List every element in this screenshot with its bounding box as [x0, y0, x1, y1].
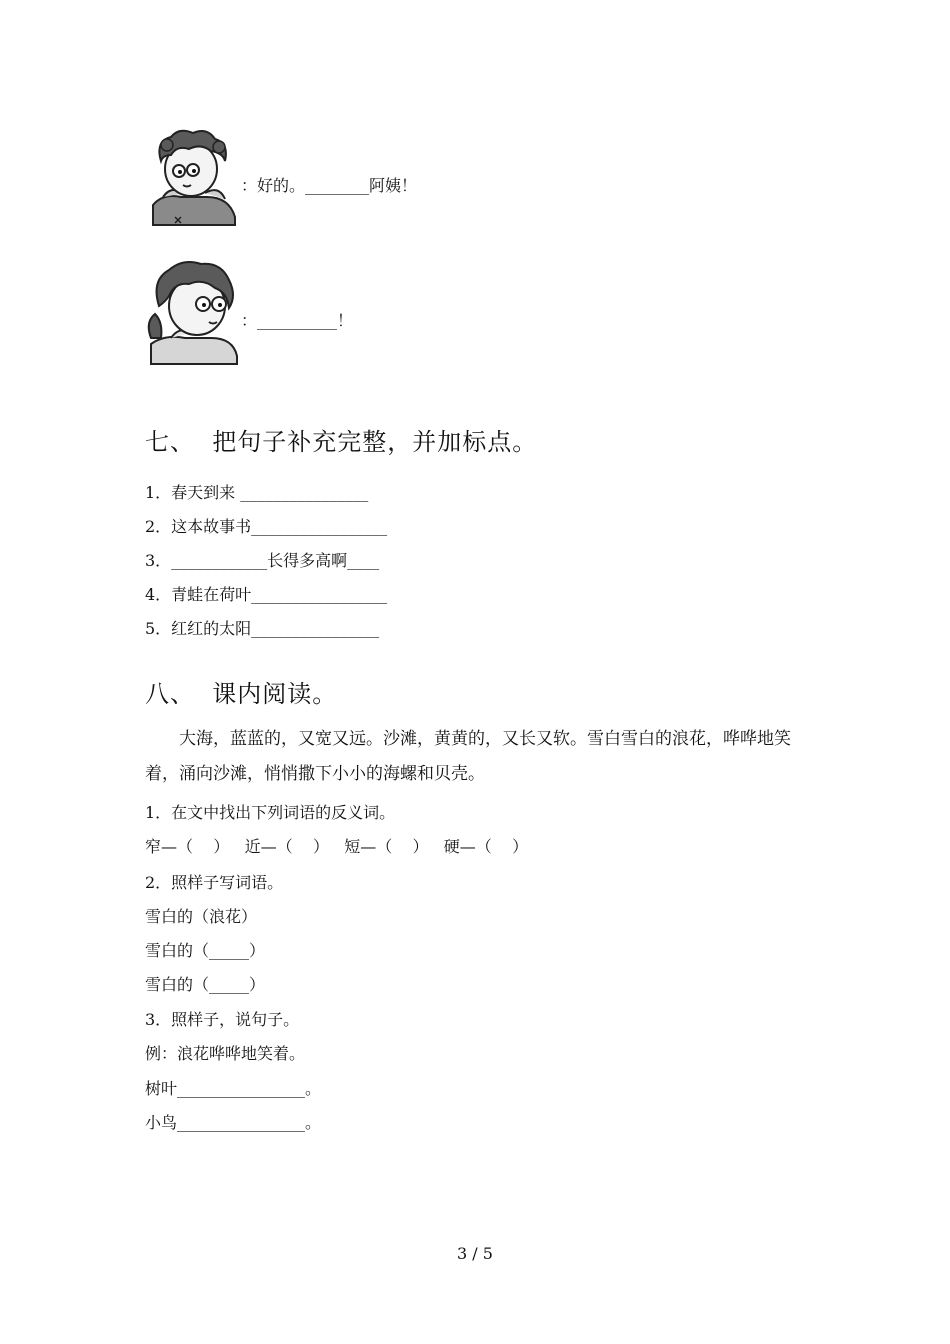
- example-line: 雪白的（浪花）: [145, 907, 258, 926]
- antonym-row: 窄—（ ） 近—（ ） 短—（ ） 硬—（ ）: [145, 837, 529, 856]
- section-7-item: 4．青蛙在荷叶_________________: [145, 585, 388, 604]
- page-number: 3 / 5: [457, 1244, 493, 1263]
- section-8-title: 八、 课内阅读。: [145, 680, 338, 708]
- question-line: 3．照样子，说句子。: [145, 1010, 300, 1029]
- reading-passage-text: 大海，蓝蓝的，又宽又远。沙滩，黄黄的，又长又软。雪白雪白的浪花，哗哗地笑着，涌向沙滩，悄悄撒下小小的海螺和贝壳。: [145, 729, 791, 784]
- dialog-text-girl: ：__________！: [241, 311, 354, 330]
- section-7-item: 3．____________长得多高啊____: [145, 551, 380, 570]
- answer-line: 雪白的（_____）: [145, 941, 266, 960]
- section-7-item: 1．春天到来 ________________: [145, 483, 369, 502]
- example-line: 例：浪花哗哗地笑着。: [145, 1044, 306, 1063]
- answer-line: 小鸟________________。: [145, 1113, 322, 1132]
- answer-line: 雪白的（_____）: [145, 975, 266, 994]
- question-line: 2．照样子写词语。: [145, 873, 284, 892]
- section-7-item: 2．这本故事书_________________: [145, 517, 388, 536]
- section-7-title: 七、 把句子补充完整，并加标点。: [145, 428, 538, 456]
- boy-thinking-icon: [145, 127, 241, 227]
- dialog-text-boy: ：好的。________阿姨！: [241, 176, 418, 195]
- girl-thinking-icon: [145, 258, 241, 366]
- answer-line: 树叶________________。: [145, 1079, 322, 1098]
- section-7-item: 5．红红的太阳________________: [145, 619, 380, 638]
- reading-passage: [145, 722, 805, 792]
- question-line: 1．在文中找出下列词语的反义词。: [145, 803, 396, 822]
